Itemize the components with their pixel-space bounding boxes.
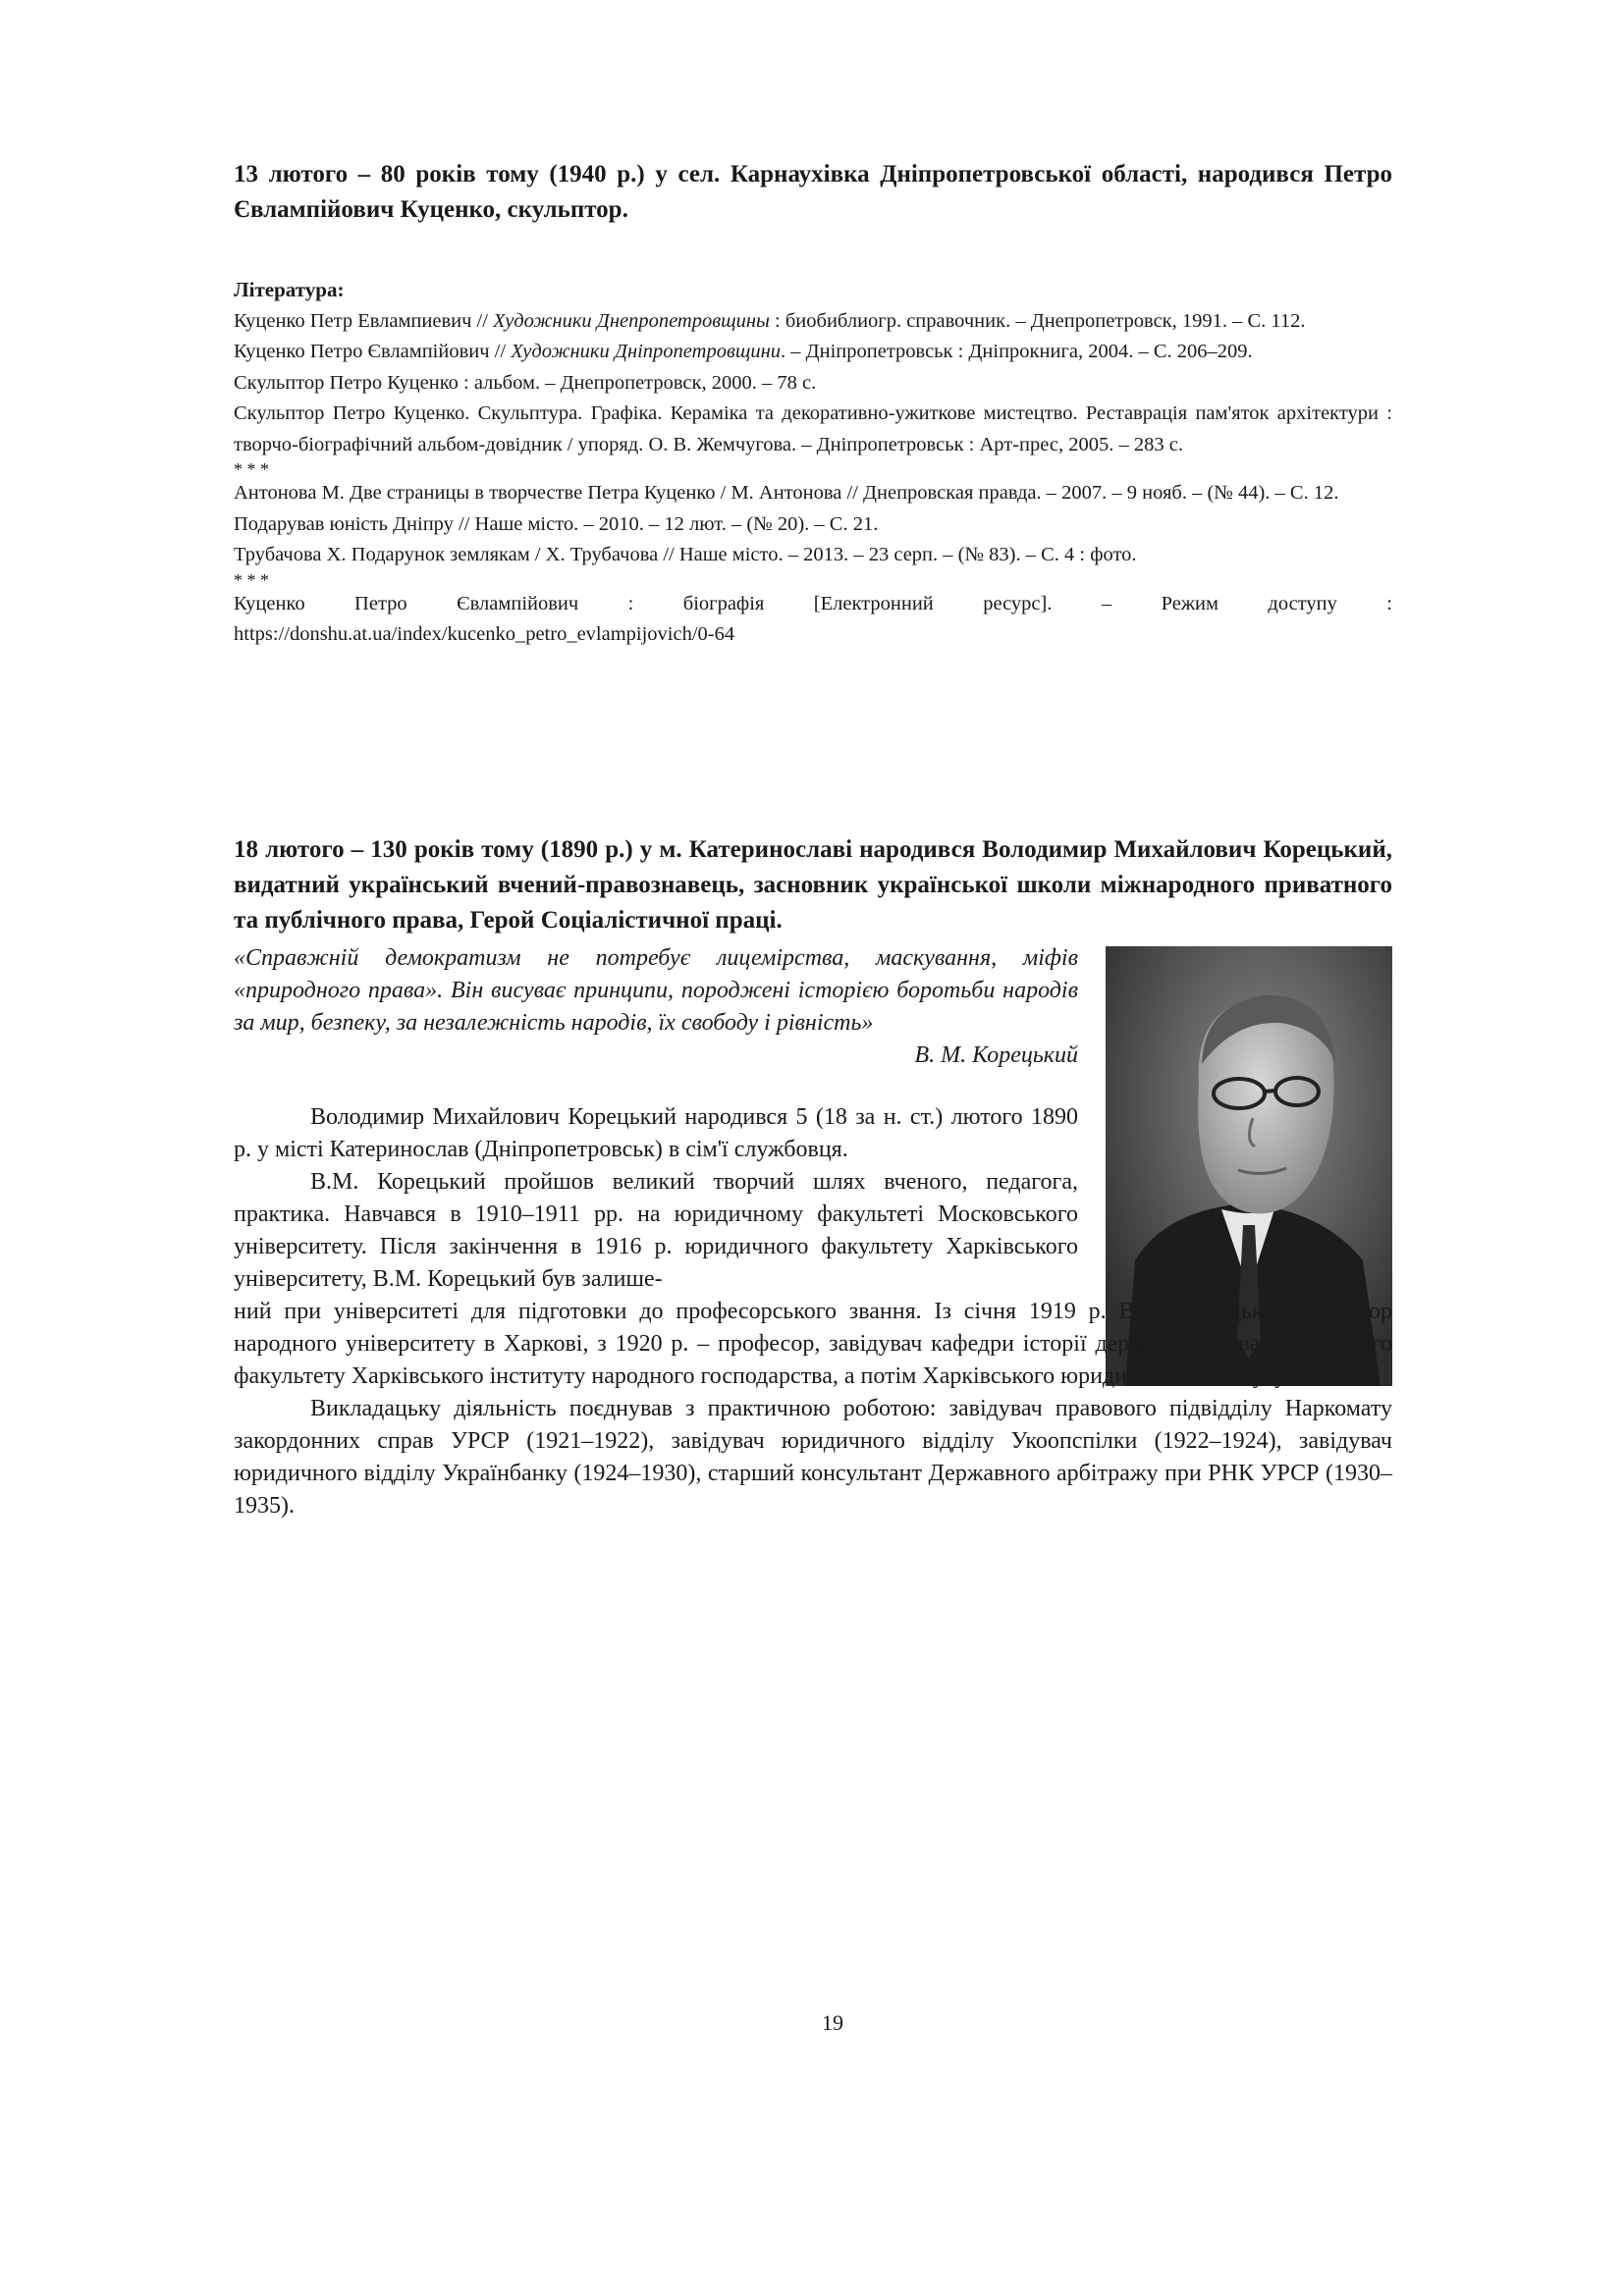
literature-item: Куценко Петр Евлампиевич // Художники Днепропетровщины : биобиблиогр. справочник. – Днепропетровск, 1991. – С. 112. (234, 309, 1306, 332)
page-content (234, 157, 1392, 2035)
epigraph-author: В. М. Корецький (914, 1042, 1078, 1068)
literature-item: Скульптор Петро Куценко : альбом. – Днепропетровск, 2000. – 78 с. (234, 371, 817, 394)
web-reference: Куценко Петро Євлампійович : біографія [Електронний ресурс]. – Режим доступу : (234, 592, 1392, 614)
separator: * * * (234, 459, 269, 479)
body-paragraph: Викладацьку діяльність поєднував з практичною роботою: завідувач правового підвідділу Наркомату закордонних справ УРСР (1921–1922), завідувач юридичного відділу Укоопспілки (1922–1924), завідувач юридичного відділу Українбанку (1924–1930), старший консультант Державного арбітражу при РНК УРСР (1930–1935). (234, 1396, 1392, 1519)
article-body (234, 942, 1392, 1522)
literature-block (234, 275, 1392, 651)
literature-item: Антонова М. Две страницы в творчестве Петра Куценко / М. Антонова // Днепровская правда. – 2007. – 9 нояб. – (№ 44). – С. 12. (234, 482, 1339, 504)
literature-item: Подарував юність Дніпру // Наше місто. – 2010. – 12 лют. – (№ 20). – С. 21. (234, 512, 879, 535)
literature-item: Скульптор Петро Куценко. Скульптура. Графіка. Кераміка та декоративно-ужиткове мистецтво. Реставрація пам'яток архітектури : творчо-біографічний альбом-довідник / упоряд. О. В. Жемчугова. – Дніпропетровськ : Арт-прес, 2005. – 283 с. (234, 402, 1392, 455)
body-paragraph: В.М. Корецький пройшов великий творчий шлях вченого, педагога, практика. Навчався в 1910–1911 рр. на юридичному факультеті Московського університету. Після закінчення в 1916 р. юридичного факультету Харківського університету, В.М. Корецький був залише- (234, 1169, 1078, 1292)
separator: * * * (234, 569, 269, 590)
epigraph-quote: «Справжній демократизм не потребує лицемірства, маскування, міфів «природного права». Він висуває принципи, породжені історією боротьби народів за мир, безпеку, за незалежність народів, їх свободу і рівність» (234, 945, 1078, 1036)
section1-heading: 13 лютого – 80 років тому (1940 р.) у сел. Карнаухівка Дніпропетровської області, народився Петро Євлампійович Куценко, скульптор. (234, 161, 1392, 223)
body-paragraph-continued: ний при університеті для підготовки до професорського звання. Із січня 1919 р. В.М. Корецький – лектор народного університету в Харкові, з 1920 р. – професор, завідувач кафедри історії держави і права юридичного факультету Харківського інституту народного господарства, а потім Харківського юридичного інституту. (234, 1299, 1392, 1389)
literature-item: Трубачова Х. Подарунок землякам / Х. Трубачова // Наше місто. – 2013. – 23 серп. – (№ 83). – С. 4 : фото. (234, 544, 1137, 565)
web-reference-url: https://donshu.at.ua/index/kucenko_petro_evlampijovich/0-64 (234, 623, 735, 645)
body-paragraph: Володимир Михайлович Корецький народився 5 (18 за н. ст.) лютого 1890 р. у місті Катеринослав (Дніпропетровськ) в сім'ї службовця. (234, 1104, 1078, 1162)
literature-item: Куценко Петро Євлампійович // Художники Дніпропетровщини. – Дніпропетровськ : Дніпрокнига, 2004. – С. 206–209. (234, 341, 1253, 362)
section2-heading: 18 лютого – 130 років тому (1890 р.) у м. Катеринославі народився Володимир Михайлович Корецький, видатний український вчений-правознавець, засновник української школи міжнародного приватного та публічного права, Герой Соціалістичної праці. (234, 836, 1392, 934)
page-number: 19 (822, 2010, 843, 2035)
literature-title: Література: (234, 278, 345, 301)
